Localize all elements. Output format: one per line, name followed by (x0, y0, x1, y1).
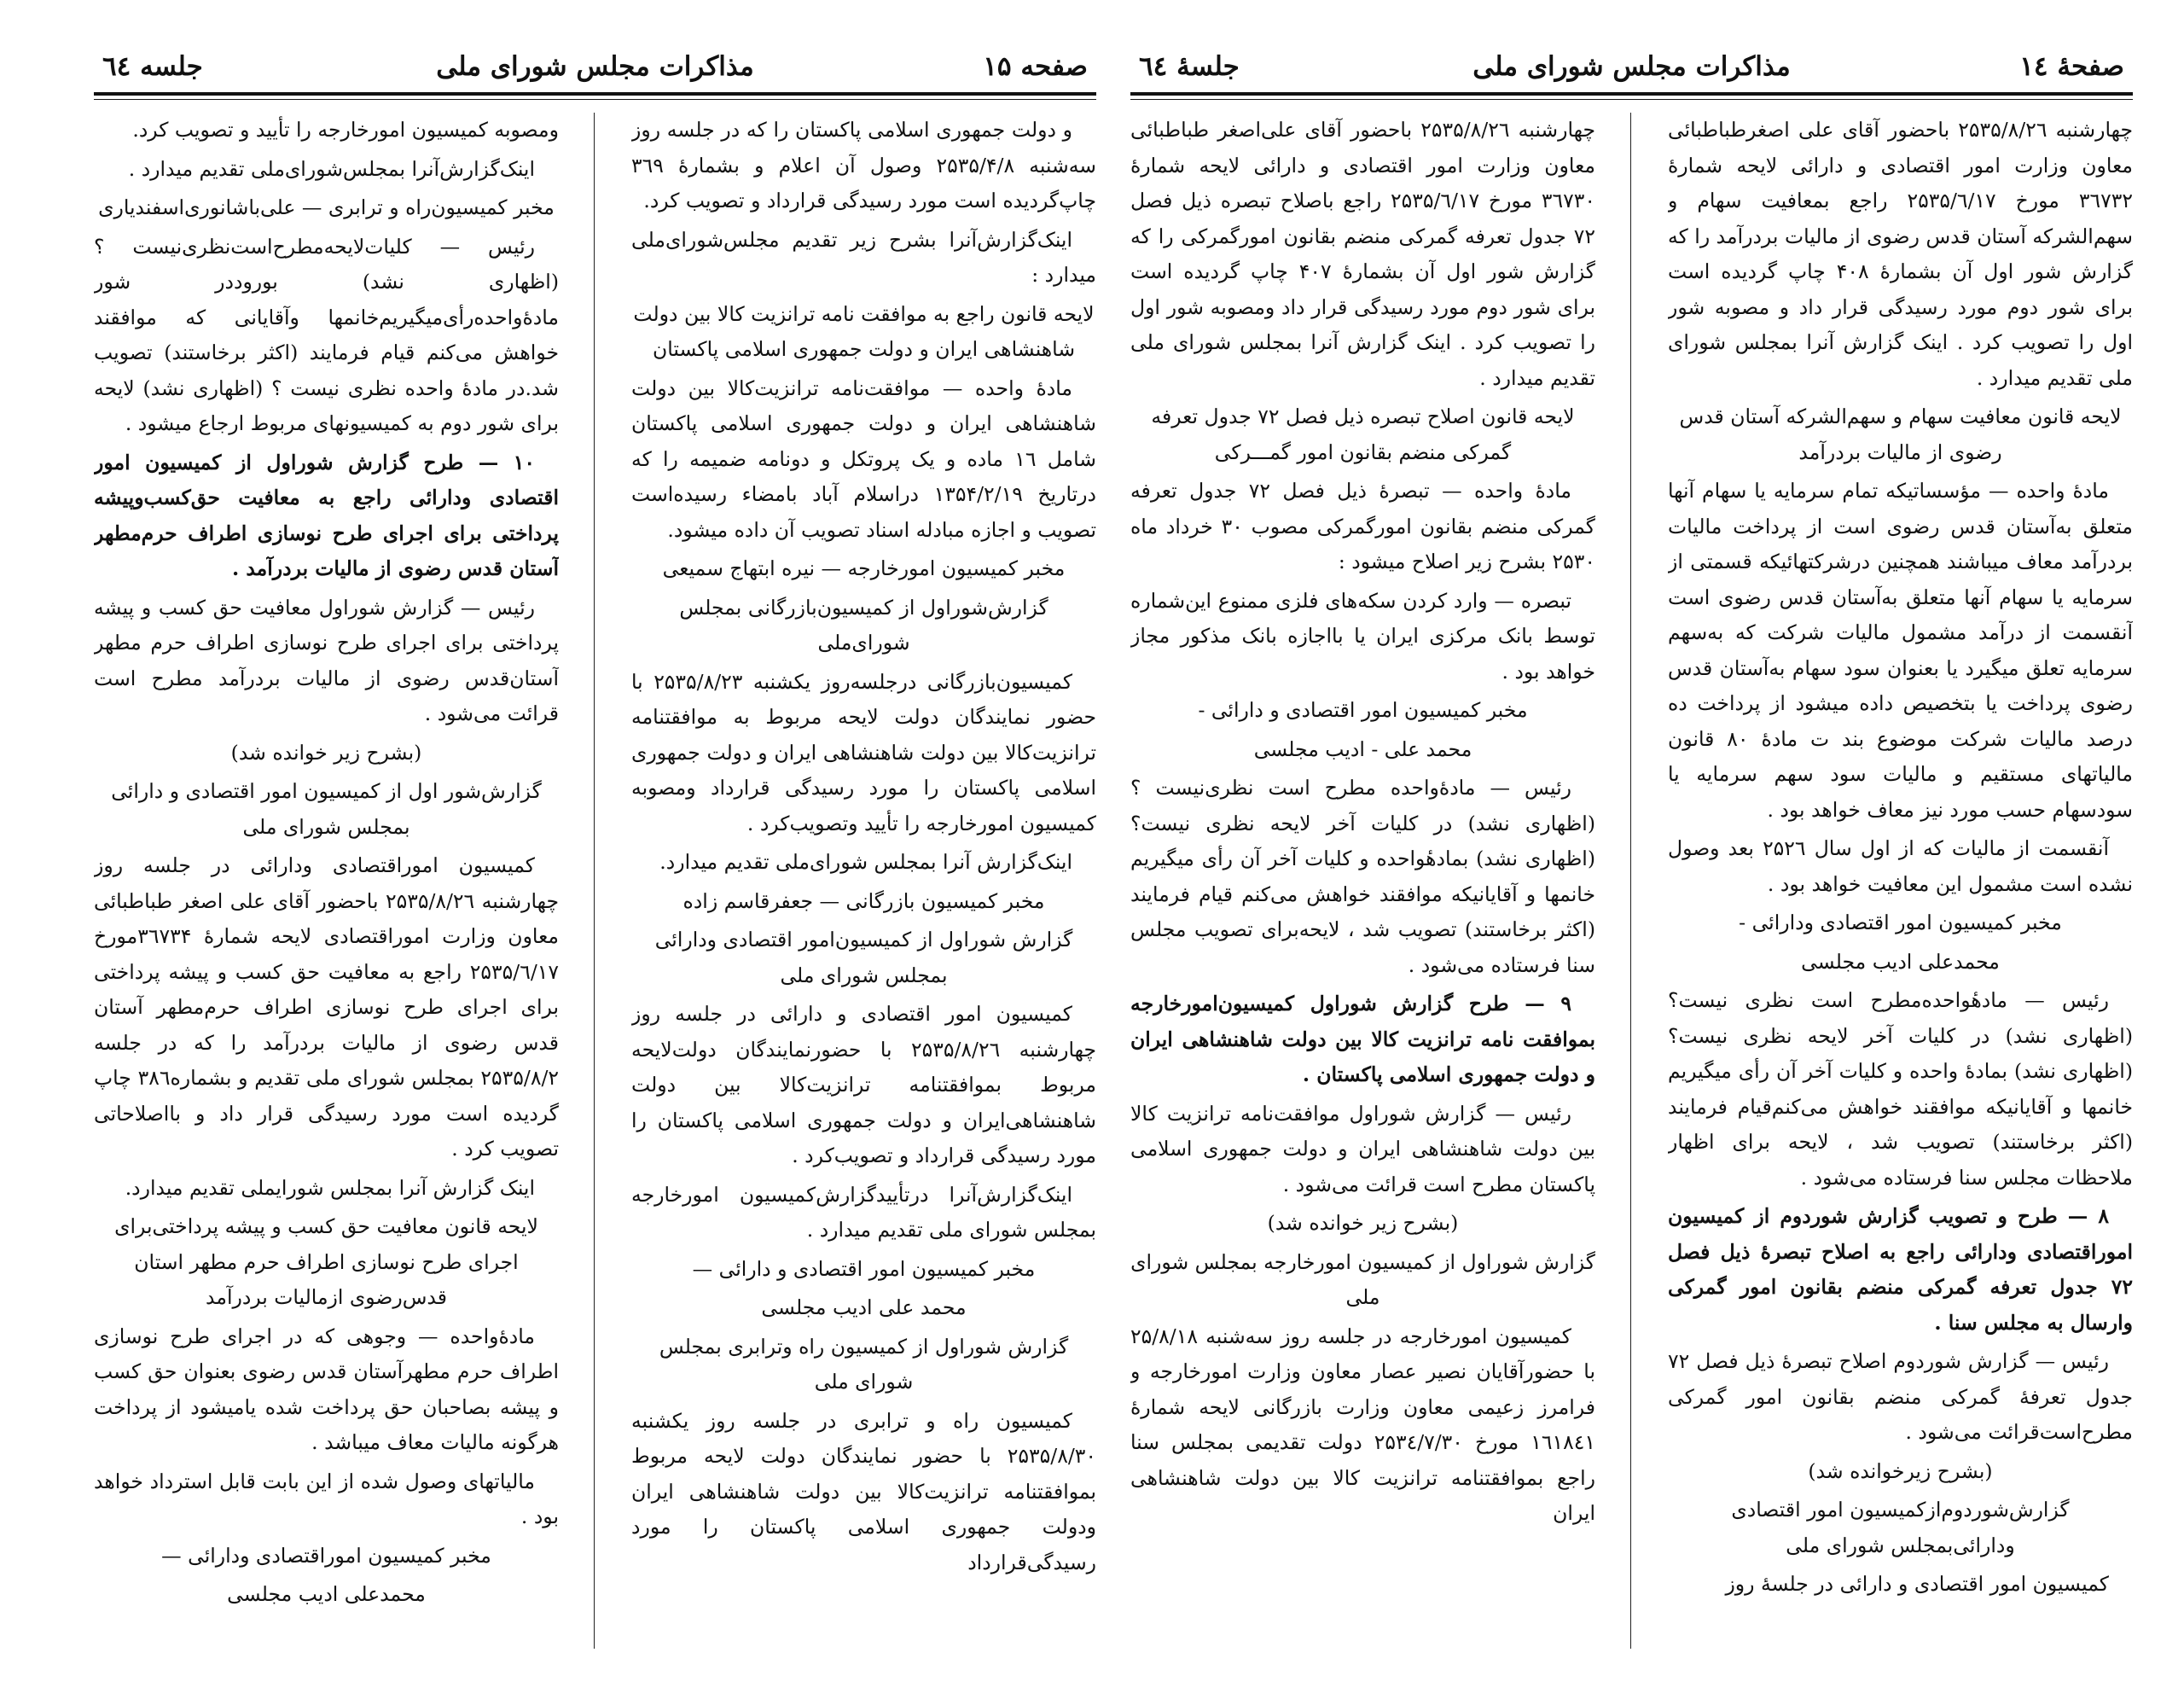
paragraph: کمیسیون امورخارجه در جلسه روز سه‌شنبه ۲۵/۸/۱۸ با حضورآقایان نصیر عصار معاون وزارت امورخارجه و فرامرز زعیمی معاون وزارت بازرگانی لایحه شمارهٔ ۱٦۱۸٤۱ مورخ ۲۵۳٤/۷/۳۰ دولت تقدیمی بمجلس سنا راجع بموافقتنامه ترانزیت کالا بین دولت شاهنشاهی ایران (1130, 1324, 1595, 1525)
paragraph: اینک‌گزارش‌آنرا بشرح زیر تقدیم مجلس‌شورای‌ملی میدارد : (631, 227, 1096, 287)
paragraph: چهارشنبه ۲۵۳۵/۸/۲٦ باحضور آقای علی اصغرطباطبائی معاون وزارت امور اقتصادی و دارائی لایحه شمارهٔ ۳٦۷۳۲ مورخ ۲۵۳۵/٦/۱۷ راجع بمعافیت سهام و سهم‌الشرکه آستان قدس رضوی از مالیات بردرآمد را که گزارش شور اول آن بشمارهٔ ۴۰۸ چاپ گردیده است برای شور دوم مورد رسیدگی قرار داد و مصوبه شور اول را تصویب کرد . اینک گزارش آنرا بمجلس شورای ملی تقدیم میدارد . (1668, 118, 2133, 390)
page-15 (94, 51, 1096, 1673)
paragraph: آنقسمت از مالیات که از اول سال ۲۵۲٦ بعد وصول نشده است مشمول این معافیت خواهد بود . (1668, 836, 2133, 896)
speaker-paragraph: رئیس — کلیات‌لایحه‌مطرح‌است‌نظری‌نیست ؟ (اظهاری نشد) بورود‌در شور مادهٔ‌واحده‌رأی‌میگیریم‌خانمها وآقایانی که موافقند خواهش می‌کنم قیام فرمایند (اکثر برخاستند) تصویب شد.در مادهٔ واحده نظری نیست ؟ (اظهاری نشد) لایحه برای شور دوم به کمیسیونهای مربوط ارجاع میشود . (94, 234, 559, 435)
speaker-paragraph: رئیس — مادهٔ‌واحده مطرح است نظری‌نیست ؟ (اظهاری نشد) در کلیات آخر لایحه نظری نیست؟ (اظهاری نشد) بمادهٔواحده و کلیات آخر آن رأی میگیریم خانمها و آقایانیکه موافقند خواهش می‌کنم قیام فرمایند (اکثر برخاستند) تصویب شد ، لایحه‌برای تصویب مجلس سنا فرستاده می‌شود . (1130, 776, 1595, 977)
report-heading: گزارش شوراول از کمیسیون امورخارجه بمجلس شورای ملی (1130, 1249, 1595, 1309)
session-number: جلسهٔ ٦٤ (1139, 51, 1240, 82)
page-14 (1130, 51, 2133, 1673)
rapporteur: مخبر کمیسیون‌راه و ترابری — علی‌باشانوری‌اسفندیاری (98, 195, 555, 219)
note-paragraph: تبصره — وارد کردن سکه‌های فلزی ممنوع این‌شماره توسط بانک مرکزی ایران یا بااجازه بانک مذکور مجاز خواهد بود . (1130, 588, 1595, 684)
bill-title: لایحه قانون معافیت حق کسب و پیشه پرداختی‌برای اجرای طرح نوسازی اطراف حرم مطهر استان قدس‌رضوی ازمالیات بردرآمد (114, 1214, 538, 1309)
header-rule-thin (94, 99, 1096, 100)
agenda-item-heading: ۸ — طرح و تصویب گزارش شوردوم از کمیسیون اموراقتصادی ودارائی راجع به اصلاح تبصرهٔ ذیل فصل ۷۲ جدول تعرفه گمرکی منضم بقانون امور گمرکی وارسال به مجلس سنا . (1668, 1204, 2133, 1335)
paragraph: مالیاتهای وصول شده از این بابت قابل استرداد خواهد بود . (94, 1469, 559, 1528)
paragraph: اینک گزارش آنرا بمجلس شورایملی تقدیم میدارد. (125, 1175, 535, 1200)
running-title: مذاکرات مجلس شورای ملی (1472, 51, 1791, 82)
right-column (1668, 113, 2133, 1666)
rapporteur: مخبر کمیسیون امور اقتصادی ودارائی - (1739, 911, 2062, 934)
paragraph: کمیسیون امور اقتصادی و دارائی در جلسه روز چهارشنبه ۲۵۳۵/۸/۲٦ با حضورنمایندگان دولت‌لایحه مربوط بموافقتنامه ترانزیت‌کالا بین دولت شاهنشاهی‌ایران و دولت جمهوری اسلامی پاکستان را مورد رسیدگی قرارداد و تصویب‌کرد . (631, 1002, 1096, 1167)
bill-title: لایحه قانون معافیت سهام و سهم‌الشرکه آستان قدس رضوی از مالیات بردرآمد (1679, 404, 2122, 464)
left-column (1130, 113, 1595, 1666)
column-divider (1630, 113, 1631, 1649)
paragraph: کمیسیون امور اقتصادی و دارائی در جلسهٔ روز (1725, 1572, 2109, 1596)
running-title: مذاکرات مجلس شورای ملی (436, 51, 754, 82)
speaker-paragraph: رئیس — مادهٔواحده‌مطرح است نظری نیست؟ (اظهاری نشد) در کلیات آخر لایحه نظری نیست؟ (اظهاری نشد) بمادهٔ واحده و کلیات آخر آن رأی میگیریم خانمها و آقایانیکه موافقند خواهش می‌کنم‌قیام فرمایند (اکثر برخاستند) تصویب شد ، لایحه برای اظهار ملاحظات مجلس سنا فرستاده می‌شود . (1668, 988, 2133, 1190)
bill-title: لایحه قانون اصلاح تبصره ذیل فصل ۷۲ جدول تعرفه گمرکی منضم بقانون امور گمـــرکی (1151, 404, 1575, 464)
page-header (94, 51, 1096, 89)
agenda-item-heading: ۱۰ — طرح گزارش شوراول از کمیسیون امور اقتصادی ودارائی راجع به معافیت حق‌کسب‌وپیشه پرداختی برای اجرای طرح نوسازی اطراف حرم‌مطهر آستان قدس رضوی از مالیات بردرآمد . (94, 450, 559, 580)
agenda-item-heading: ۹ — طرح گزارش شوراول کمیسیون‌امورخارجه بموافقت نامه ترانزیت کالا بین دولت شاهنشاهی ایران و دولت جمهوری اسلامی پاکستان . (1130, 992, 1595, 1086)
paragraph: کمیسیون راه و ترابری در جلسه روز یکشنبه ۲۵۳۵/۸/۳۰ با حضور نمایندگان دولت لایحه مربوط بموافقتنامه ترانزیت‌کالا بین دولت شاهنشاهی ایران ودولت جمهوری اسلامی پاکستان را مورد رسیدگی‌قرارداد (631, 1408, 1096, 1574)
reading-note: (بشرح زیر خوانده شد) (1267, 1211, 1459, 1235)
rapporteur: مخبر کمیسیون امورخارجه — نیره ابتهاج سمیعی (662, 556, 1066, 580)
rapporteur: مخبر کمیسیون بازرگانی — جعفرقاسم زاده (682, 888, 1045, 913)
article: مادهٔ واحده — تبصرهٔ ذیل فصل ۷۲ جدول تعرفه گمرکی منضم بقانون امورگمرکی مصوب ۳۰ خرداد ماه ۲۵۳۰ بشرح زیر اصلاح میشود : (1130, 479, 1595, 573)
paragraph: اینک‌گزارش‌آنرا بمجلس‌شورای‌ملی تقدیم میدارد . (128, 156, 535, 181)
report-heading: گزارش‌شوراول از کمیسیون‌بازرگانی بمجلس شورای‌ملی (679, 595, 1048, 655)
right-column (631, 113, 1096, 1666)
paragraph: چهارشنبه ۲۵۳۵/۸/۲٦ باحضور آقای علی‌اصغر طباطبائی معاون وزارت امور اقتصادی و دارائی لایحه شمارهٔ ۳٦۷۳۰ مورخ ۲۵۳۵/٦/۱۷ راجع باصلاح تبصره ذیل فصل ۷۲ جدول تعرفه گمرکی منضم بقانون امورگمرکی را که گزارش شور اول آن بشمارهٔ ۴۰۷ چاپ گردیده است برای شور دوم مورد رسیدگی قرار داد ومصوبه شور اول را تصویب کرد . اینک گزارش آنرا بمجلس شورای ملی تقدیم میدارد . (1130, 118, 1595, 390)
rapporteur-name: محمدعلی ادیب مجلسی (227, 1582, 426, 1606)
rapporteur-name: محمد علی - ادیب مجلسی (1253, 736, 1472, 761)
rapporteur: مخبر کمیسیون امور اقتصادی و دارائی — (692, 1256, 1036, 1281)
report-heading: گزارش شوراول از کمیسیون راه وترابری بمجلس شورای ملی (659, 1334, 1069, 1394)
page-number: صفحهٔ ۱٤ (2019, 51, 2124, 82)
speaker-paragraph: رئیس — گزارش شوراول معافیت حق کسب و پیشه پرداختی برای اجرای طرح نوسازی اطراف حرم مطهر آستان‌قدس رضوی از مالیات بردرآمد مطرح است قرائت می‌شود . (94, 595, 559, 725)
report-heading: گزارش شوراول از کمیسیون‌امور اقتصادی ودارائی بمجلس شورای ملی (654, 928, 1073, 987)
reading-note: (بشرح زیرخوانده شد) (1808, 1458, 1993, 1483)
paragraph: اینک‌گزارش آنرا بمجلس شورای‌ملی تقدیم میدارد. (659, 850, 1072, 874)
paragraph: اینک‌گزارش‌آنرا درتأییدگزارش‌کمیسیون امورخارجه بمجلس شورای ملی تقدیم میدارد . (631, 1182, 1096, 1242)
report-heading: گزارش‌شور اول از کمیسیون امور اقتصادی و دارائی بمجلس شورای ملی (111, 779, 542, 839)
rapporteur: مخبر کمیسیون اموراقتصادی ودارائی — (161, 1543, 491, 1568)
reading-note: (بشرح زیر خوانده شد) (230, 740, 422, 765)
header-rule-thin (1130, 99, 2133, 100)
speaker-paragraph: رئیس — گزارش شوراول موافقت‌نامه ترانزیت کالا بین دولت شاهنشاهی ایران و دولت جمهوری اسلامی پاکستان مطرح است قرائت می‌شود . (1130, 1101, 1595, 1196)
bill-title: لایحه قانون راجع به موافقت نامه ترانزیت کالا بین دولت شاهنشاهی ایران و دولت جمهوری اسلامی پاکستان (633, 301, 1095, 361)
rapporteur-name: محمد علی ادیب مجلسی (761, 1295, 967, 1319)
column-divider (594, 113, 595, 1649)
page-header (1130, 51, 2133, 89)
speaker-paragraph: رئیس — گزارش شوردوم اصلاح تبصرهٔ ذیل فصل ۷۲ جدول تعرفهٔ گمرکی منضم بقانون امور گمرکی مطرح‌است‌قرائت می‌شود . (1668, 1349, 2133, 1444)
rapporteur: مخبر کمیسیون امور اقتصادی و دارائی - (1198, 698, 1528, 722)
article: مادهٔ واحده — مؤسساتیکه تمام سرمایه یا سهام آنها متعلق به‌آستان قدس رضوی است از پرداخت مالیات بردرآمد معاف میباشند همچنین درشرکتهائیکه قسمتی از سرمایه یا سهام آنها متعلق به‌آستان قدس رضوی است آنقسمت از درآمد مشمول مالیات شرکت که به‌سهم سرمایه تعلق میگیرد یا بعنوان سود سهام به‌آستان قدس رضوی پرداخت یا بتخصیص داده میشود از پرداخت ده درصد مالیات شرکت موضوع بند ت مادهٔ ۸۰ قانون مالیاتهای مستقیم و مالیات سود سهم سرمایه یا سودسهام حسب مورد نیز معاف خواهد بود . (1668, 479, 2133, 822)
paragraph: و دولت جمهوری اسلامی پاکستان را که در جلسه روز سه‌شنبه ۲۵۳۵/۴/۸ وصول آن اعلام و بشمارهٔ ۳٦۹ چاپ‌گردیده است مورد رسیدگی قرارداد و تصویب کرد. (631, 118, 1096, 212)
paragraph: کمیسیون اموراقتصادی ودارائی در جلسه روز چهارشنبه ۲۵۳۵/۸/۲٦ باحضور آقای علی اصغر طباطبائی معاون وزارت اموراقتصادی لایحه شمارهٔ ۳٦۷۳۴مورخ ۲۵۳۵/٦/۱۷ راجع به معافیت حق کسب و پیشه پرداختی برای اجرای طرح نوسازی اطراف حرم‌مطهر آستان قدس رضوی از مالیات بردرآمد را که در جلسه ۲۵۳۵/۸/۲ بمجلس شورای ملی تقدیم و بشماره۳۸٦ چاپ گردیده است مورد رسیدگی قرار داد و بااصلاحاتی تصویب کرد . (94, 853, 559, 1161)
rapporteur-name: محمدعلی ادیب مجلسی (1801, 949, 2000, 974)
left-column (94, 113, 559, 1666)
header-rule (1130, 92, 2133, 96)
article: مادهٔ‌واحده — وجوهی که در اجرای طرح نوسازی اطراف حرم مطهر‌آستان قدس رضوی بعنوان حق کسب و پیشه بصاحبان حق پرداخت شده یامیشود از پرداخت هرگونه مالیات معاف میباشد . (94, 1324, 559, 1454)
paragraph: ومصوبه کمیسیون امورخارجه را تأیید و تصویب کرد. (132, 118, 559, 142)
session-number: جلسه ٦٤ (102, 51, 203, 82)
paragraph: کمیسیون‌بازرگانی درجلسه‌روز یکشنبه ۲۵۳۵/۸/۲۳ با حضور نمایندگان دولت لایحه مربوط به موافقتنامه ترانزیت‌کالا بین دولت شاهنشاهی ایران و دولت جمهوری اسلامی پاکستان را مورد رسیدگی قرارداد ومصوبه کمیسیون امورخارجه را تأیید وتصویب‌کرد . (631, 669, 1096, 835)
report-heading: گزارش‌شوردوم‌از‌کمیسیون امور اقتصادی ودارائی‌بمجلس شورای ملی (1731, 1498, 2070, 1557)
article: مادهٔ واحده — موافقت‌نامه ترانزیت‌کالا بین دولت شاهنشاهی ایران و دولت جمهوری اسلامی پاکستان شامل ۱٦ ماده و یک پروتکل و دونامه ضمیمه را که درتاریخ ۱۳۵۴/۲/۱۹ دراسلام آباد بامضاء رسیده‌است تصویب و اجازه مبادله اسناد تصویب آن داده میشود. (631, 375, 1096, 542)
page-number: صفحه ۱۵ (983, 51, 1088, 82)
header-rule (94, 92, 1096, 96)
